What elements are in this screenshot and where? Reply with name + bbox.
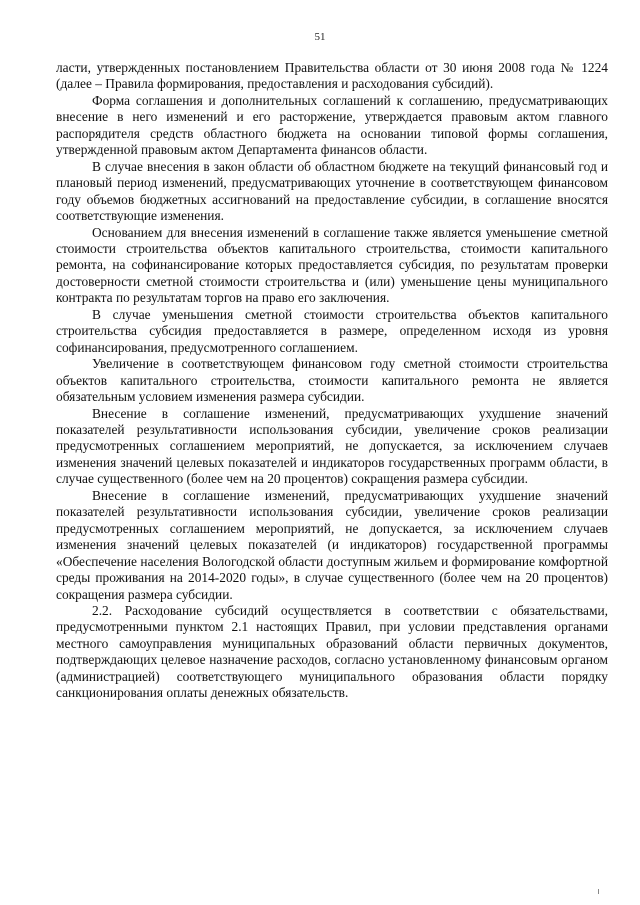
paragraph-cost-reduction: В случае уменьшения сметной стоимости строительства объектов капитального строительства субсидия предоставляется в размере, определенном исходя из уровня софинансирования, предусмотренного соглашением. xyxy=(56,306,608,355)
paragraph-budget-law-changes: В случае внесения в закон области об областном бюджете на текущий финансовый год и плановый период изменений, предусматривающих уточнение в соответствующем финансовом году объемов бюджетных ассигнований на предоставление субсидии, в соглашение вносятся соответствующие изменения. xyxy=(56,158,608,224)
scan-mark xyxy=(598,889,599,894)
paragraph-housing-program: Внесение в соглашение изменений, предусматривающих ухудшение значений показателей результативности использования субсидии, увеличение сроков реализации предусмотренных соглашением мероприятий, не допускается, за исключением случаев изменения значений целевых показателей (и индикаторов) государственной программы «Обеспечение населения Вологодской области доступным жильем и формирование комфортной среды проживания на 2014-2020 годы», в случае существенного (более чем на 20 процентов) сокращения размера субсидии. xyxy=(56,487,608,602)
paragraph-cost-increase: Увеличение в соответствующем финансовом году сметной стоимости строительства объектов капитального строительства, стоимости капитального ремонта не является обязательным условием изменения размера субсидии. xyxy=(56,356,608,405)
paragraph-continuation: ласти, утвержденных постановлением Правительства области от 30 июня 2008 года № 1224 (далее – Правила формирования, предоставления и расходования субсидий). xyxy=(56,60,608,92)
page-number: 51 xyxy=(314,31,326,43)
paragraph-agreement-form: Форма соглашения и дополнительных соглашений к соглашению, предусматривающих внесение в него изменений и его расторжение, утверждается правовым актом главного распорядителя средств областного бюджета на основании типовой формы соглашения, утвержденной правовым актом Департамента финансов области. xyxy=(56,92,608,158)
paragraph-section-2-2: 2.2. Расходование субсидий осуществляется в соответствии с обязательствами, предусмотренными пунктом 2.1 настоящих Правил, при условии представления органами местного самоуправления муниципальных образований области первичных документов, подтверждающих целевое назначение расходов, согласно установленному финансовым органом (администрацией) соответствующего муниципального образования области порядку санкционирования оплаты денежных обязательств. xyxy=(56,602,608,701)
document-body xyxy=(56,60,608,702)
paragraph-grounds-for-changes: Основанием для внесения изменений в соглашение также является уменьшение сметной стоимости строительства объектов капитального строительства, стоимости капитального ремонта, на софинансирование которых предоставляется субсидия, по результатам проверки достоверности сметной стоимости строительства и (или) уменьшение цены муниципального контракта по результатам торгов на право его заключения. xyxy=(56,224,608,306)
paragraph-indicator-changes: Внесение в соглашение изменений, предусматривающих ухудшение значений показателей результативности использования субсидии, увеличение сроков реализации предусмотренных соглашением мероприятий, не допускается, за исключением случаев изменения значений целевых показателей и индикаторов государственных программ области, в случае существенного (более чем на 20 процентов) сокращения размера субсидии. xyxy=(56,405,608,487)
